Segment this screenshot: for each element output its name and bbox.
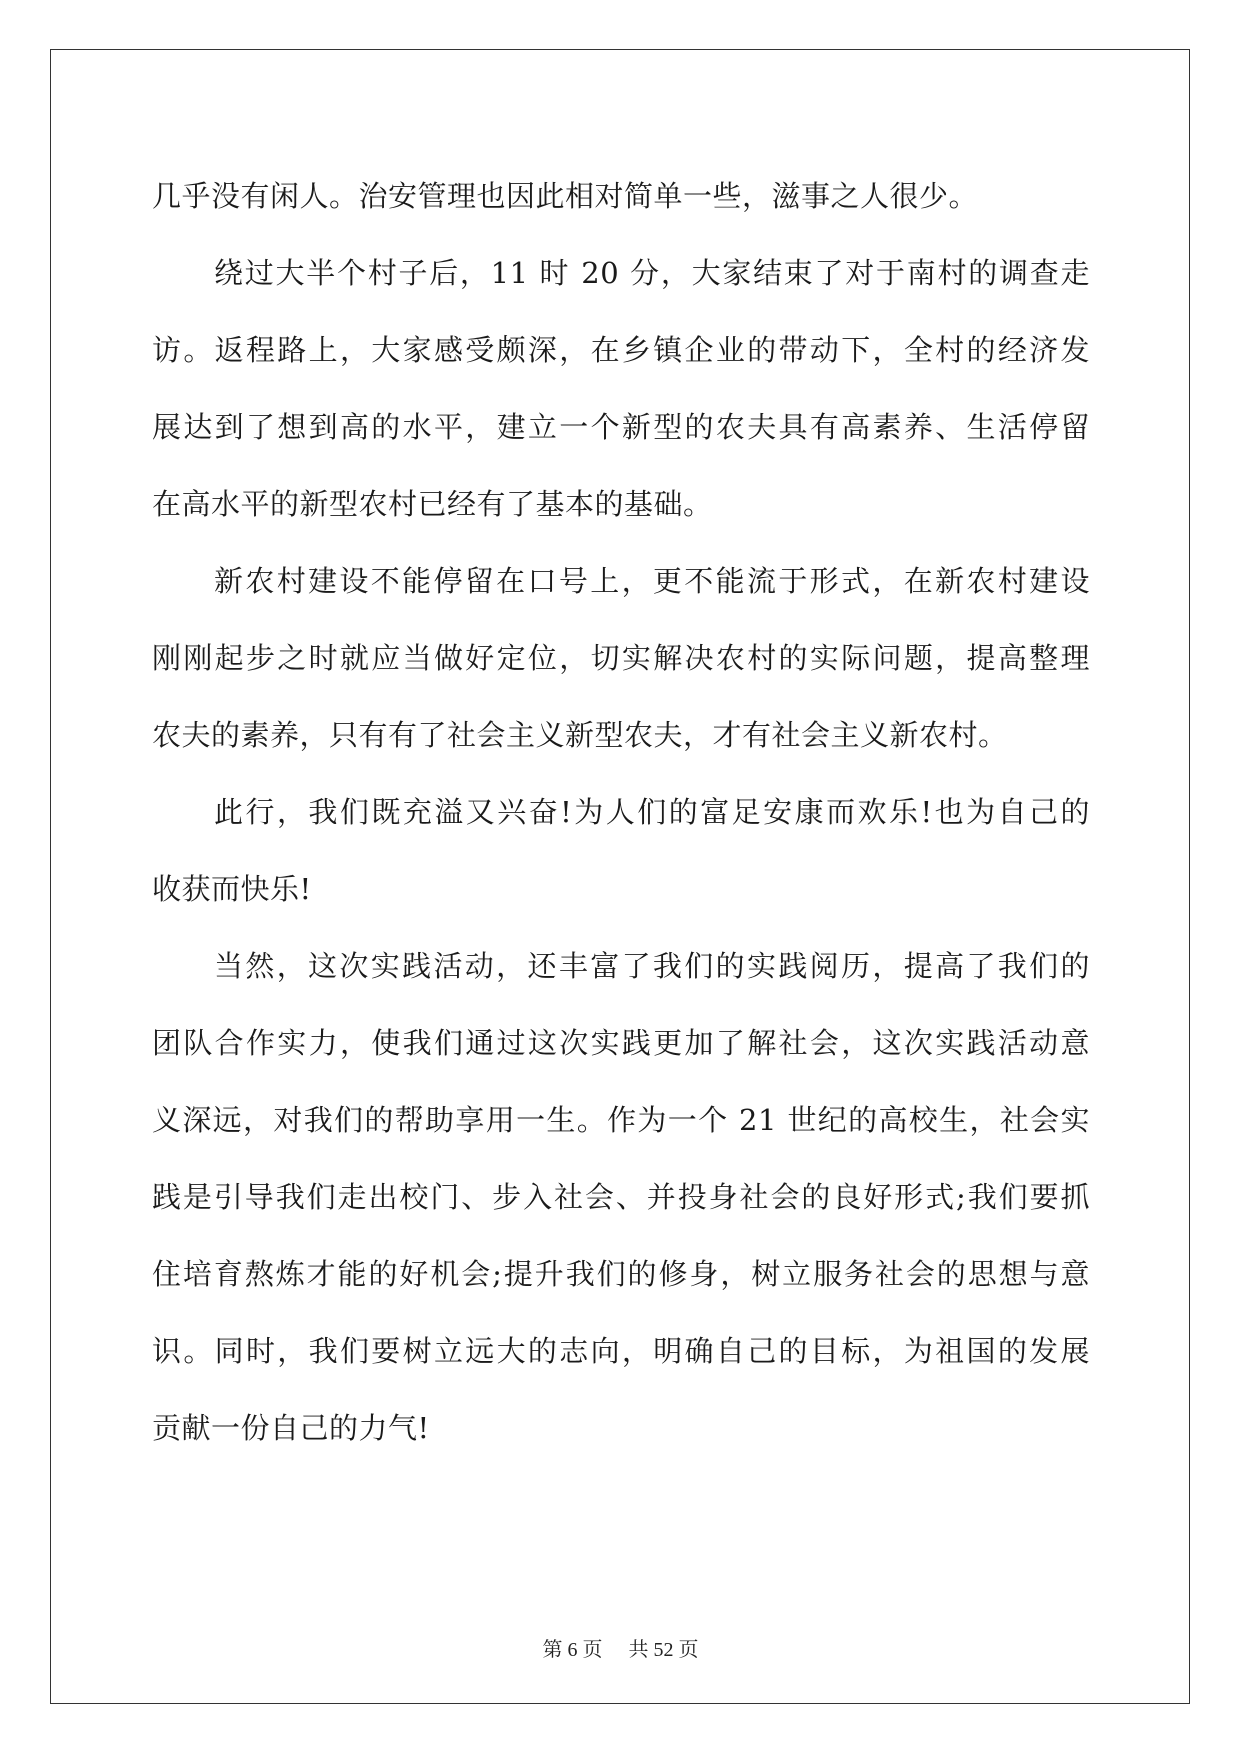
text-line: 团队合作实力，使我们通过这次实践更加了解社会，这次实践活动意	[152, 1026, 1090, 1060]
page-number: 第 6 页	[542, 1639, 603, 1661]
text-line: 在高水平的新型农村已经有了基本的基础。	[152, 487, 713, 521]
text-line: 践是引导我们走出校门、步入社会、并投身社会的良好形式;我们要抓	[152, 1180, 1090, 1214]
text-line: 当然，这次实践活动，还丰富了我们的实践阅历，提高了我们的	[214, 949, 1090, 983]
text-line: 贡献一份自己的力气!	[152, 1411, 430, 1445]
text-line: 几乎没有闲人。治安管理也因此相对简单一些，滋事之人很少。	[152, 179, 979, 213]
text-line: 识。同时，我们要树立远大的志向，明确自己的目标，为祖国的发展	[152, 1334, 1090, 1368]
text-line: 访。返程路上，大家感受颇深，在乡镇企业的带动下，全村的经济发	[152, 333, 1090, 367]
document-body	[152, 158, 1090, 1467]
text-line: 收获而快乐!	[152, 872, 312, 906]
text-line: 新农村建设不能停留在口号上，更不能流于形式，在新农村建设	[214, 564, 1090, 598]
text-line: 此行，我们既充溢又兴奋!为人们的富足安康而欢乐!也为自己的	[214, 795, 1090, 829]
text-line: 农夫的素养，只有有了社会主义新型农夫，才有社会主义新农村。	[152, 718, 1008, 752]
text-line: 住培育熬炼才能的好机会;提升我们的修身，树立服务社会的思想与意	[152, 1257, 1090, 1291]
page-footer	[0, 1633, 1241, 1662]
text-line: 刚刚起步之时就应当做好定位，切实解决农村的实际问题，提高整理	[152, 641, 1090, 675]
text-line: 绕过大半个村子后，11 时 20 分，大家结束了对于南村的调查走	[214, 256, 1090, 290]
text-line: 展达到了想到高的水平，建立一个新型的农夫具有高素养、生活停留	[152, 410, 1090, 444]
text-line: 义深远，对我们的帮助享用一生。作为一个 21 世纪的高校生，社会实	[152, 1103, 1090, 1137]
total-pages: 共 52 页	[628, 1639, 699, 1661]
